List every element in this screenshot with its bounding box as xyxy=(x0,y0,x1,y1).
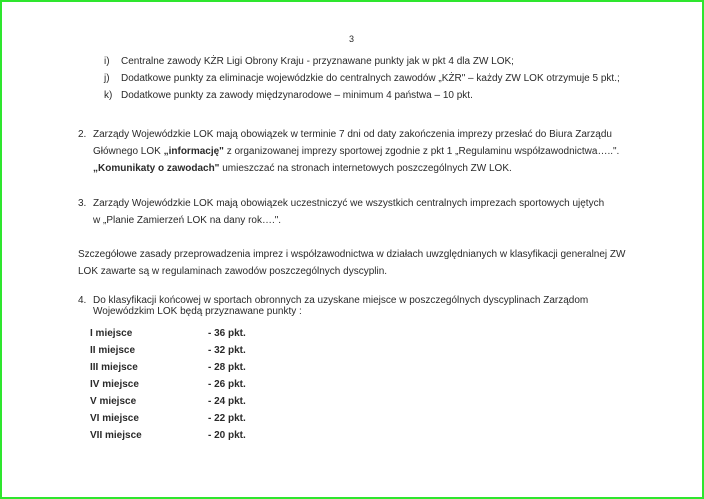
item2-line1: Zarządy Wojewódzkie LOK mają obowiązek w terminie 7 dni od daty zakończenia imprezy przesłać do Biura Zarządu xyxy=(93,129,612,140)
item3-number: 3. xyxy=(78,198,87,209)
para-line2: LOK zawarte są w regulaminach zawodów poszczególnych dyscyplin. xyxy=(78,266,388,277)
place-points: - 36 pkt. xyxy=(208,328,246,339)
place-points: - 28 pkt. xyxy=(208,362,246,373)
place-points: - 24 pkt. xyxy=(208,396,246,407)
para-line1: Szczegółowe zasady przeprowadzenia imprez i współzawodnictwa w działach uwzględnianych w klasyfikacji generalnej ZW xyxy=(78,249,626,260)
list-marker-j: j) xyxy=(104,73,110,84)
item4-line1: Do klasyfikacji końcowej w sportach obronnych za uzyskane miejsce w poszczególnych dyscyplinach Zarządom xyxy=(93,295,589,306)
list-marker-i: i) xyxy=(104,56,110,67)
place-points: - 20 pkt. xyxy=(208,430,246,441)
item2-line2 xyxy=(93,146,619,158)
place-label: I miejsce xyxy=(90,328,133,339)
item2-line2-rest: z organizowanej imprezy sportowej zgodnie z pkt 1 „Regulaminu współzawodnictwa…..". xyxy=(223,146,620,157)
item2-komunikaty: „Komunikaty o zawodach" xyxy=(93,163,220,174)
list-item-i: Centralne zawody KŻR Ligi Obrony Kraju - przyznawane punkty jak w pkt 4 dla ZW LOK; xyxy=(121,56,514,67)
place-points: - 26 pkt. xyxy=(208,379,246,390)
item3-line1: Zarządy Wojewódzkie LOK mają obowiązek uczestniczyć we wszystkich centralnych imprezach sportowych ujętych xyxy=(93,198,605,209)
item4-number: 4. xyxy=(78,295,87,306)
place-label: IV miejsce xyxy=(90,379,139,390)
place-points: - 32 pkt. xyxy=(208,345,246,356)
page-number: 3 xyxy=(349,34,355,44)
place-label: VI miejsce xyxy=(90,413,139,424)
place-label: II miejsce xyxy=(90,345,136,356)
item2-line3 xyxy=(93,163,512,175)
item2-line3-rest: umieszczać na stronach internetowych poszczególnych ZW LOK. xyxy=(219,163,512,174)
list-item-k: Dodatkowe punkty za zawody międzynarodowe – minimum 4 państwa – 10 pkt. xyxy=(121,90,473,101)
list-item-j: Dodatkowe punkty za eliminacje wojewódzkie do centralnych zawodów „KŻR" – każdy ZW LOK otrzymuje 5 pkt.; xyxy=(121,73,620,84)
place-label: V miejsce xyxy=(90,396,137,407)
place-points: - 22 pkt. xyxy=(208,413,246,424)
item2-line2-text: Głównego LOK xyxy=(93,146,164,157)
place-label: VII miejsce xyxy=(90,430,142,441)
item3-line2: w „Planie Zamierzeń LOK na dany rok….". xyxy=(93,215,282,226)
item2-informacja: „informację" xyxy=(163,146,224,157)
list-marker-k: k) xyxy=(104,90,113,101)
item2-number: 2. xyxy=(78,129,87,140)
place-label: III miejsce xyxy=(90,362,138,373)
item4-line2: Wojewódzkim LOK będą przyznawane punkty : xyxy=(93,306,302,317)
